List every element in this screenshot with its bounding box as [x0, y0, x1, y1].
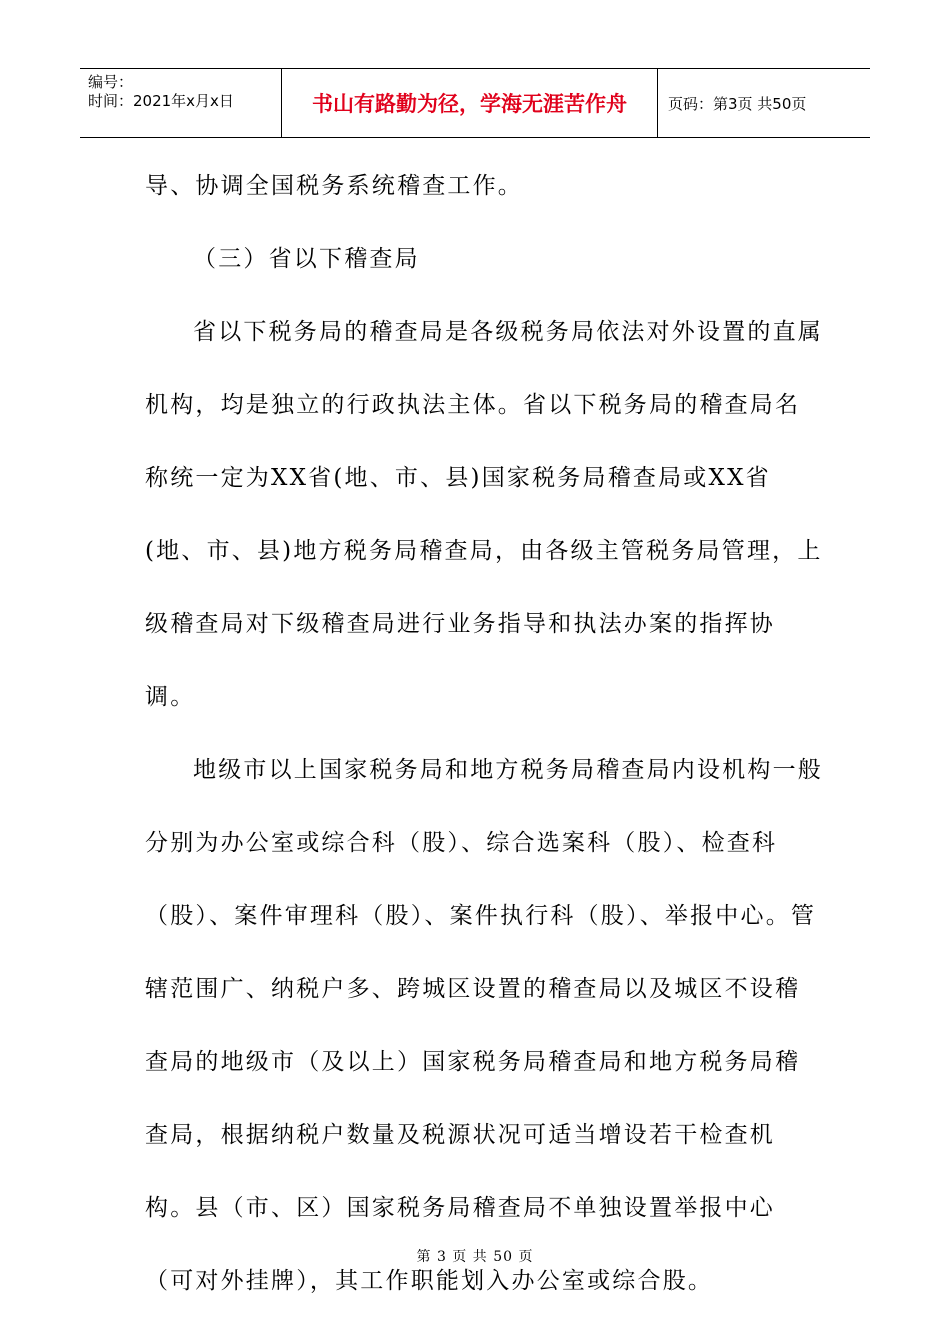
section-heading: （三）省以下稽查局	[193, 246, 420, 272]
page-footer: 第 3 页 共 50 页	[416, 1249, 534, 1265]
document-date: 时间：2021年x月x日	[88, 92, 234, 110]
page-header	[80, 68, 870, 138]
header-meta	[80, 69, 282, 137]
document-body	[145, 150, 825, 1318]
header-page-info: 页码：第3页 共50页	[668, 94, 807, 113]
paragraph: 省以下税务局的稽查局是各级税务局依法对外设置的直属机构，均是独立的行政执法主体。省以下税务局的稽查局名称统一定为XX省(地、市、县)国家税务局稽查局或XX省(地、市、县)地方税务局稽查局，由各级主管税务局管理，上级稽查局对下级稽查局进行业务指导和执法办案的指挥协调。	[145, 319, 823, 710]
paragraph: 地级市以上国家税务局和地方税务局稽查局内设机构一般分别为办公室或综合科（股）、综合选案科（股）、检查科（股）、案件审理科（股）、案件执行科（股）、举报中心。管辖范围广、纳税户多、跨城区设置的稽查局以及城区不设稽查局的地级市（及以上）国家税务局稽查局和地方税务局稽查局，根据纳税户数量及税源状况可适当增设若干检查机构。县（市、区）国家税务局稽查局不单独设置举报中心（可对外挂牌），其工作职能划入办公室或综合股。	[145, 757, 823, 1294]
paragraph-continuation: 导、协调全国税务系统稽查工作。	[145, 173, 523, 199]
document-number-label: 编号：	[88, 73, 134, 91]
header-motto: 书山有路勤为径，学海无涯苦作舟	[282, 69, 658, 137]
